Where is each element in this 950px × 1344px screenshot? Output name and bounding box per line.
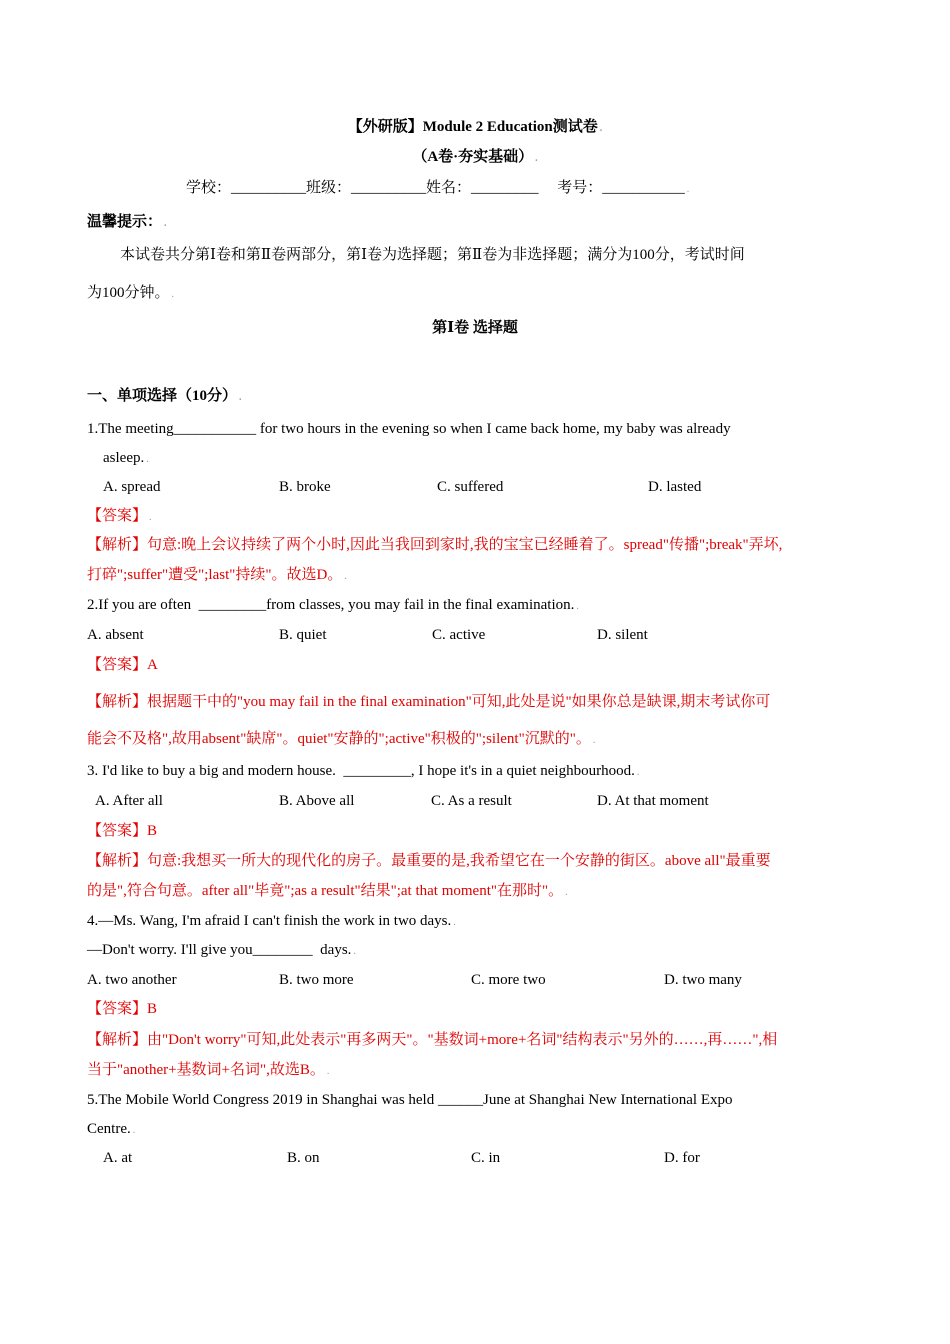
q3-answer: 【答案】B (87, 823, 158, 839)
q3-analysis-line2: 的是",符合句意。after all"毕竟";as a result"结果";at that moment"在那时"。 . (87, 883, 568, 899)
q2-option-a: A. absent (87, 627, 144, 643)
q4-option-d: D. two many (664, 972, 742, 988)
q1-option-b: B. broke (279, 479, 331, 495)
q3-option-b: B. Above all (279, 793, 355, 809)
q1-answer: 【答案】 . (87, 508, 152, 524)
q2-answer: 【答案】A (87, 657, 158, 673)
q5-stem-line1: 5.The Mobile World Congress 2019 in Shanghai was held ______June at Shanghai New International Expo (87, 1092, 733, 1108)
tips-text-line2: 为100分钟。 . (87, 285, 175, 301)
q4-answer: 【答案】B (87, 1001, 158, 1017)
q2-option-b: B. quiet (279, 627, 327, 643)
q2-option-c: C. active (432, 627, 486, 643)
q4-stem-line2: —Don't worry. I'll give you________ days. . (87, 942, 356, 958)
q3-stem-line1: 3. I'd like to buy a big and modern house. _________, I hope it's in a quiet neighbourhood. . (87, 763, 640, 779)
q1-stem-line2: asleep. . (103, 450, 149, 466)
q4-analysis-line1: 【解析】由"Don't worry"可知,此处表示"再多两天"。"基数词+more+名词"结构表示"另外的……,再……",相 (87, 1032, 778, 1048)
q4-stem-line1: 4.—Ms. Wang, I'm afraid I can't finish the work in two days. . (87, 913, 456, 929)
student-info-line: 学校：__________班级：__________姓名：_________ 考号：___________ . (186, 180, 690, 196)
q4-analysis-line2: 当于"another+基数词+名词",故选B。 . (87, 1062, 330, 1078)
q1-stem-line1: 1.The meeting___________ for two hours in the evening so when I came back home, my baby was already (87, 421, 731, 437)
page-title: 【外研版】Module 2 Education测试卷 . (347, 119, 603, 135)
q4-option-b: B. two more (279, 972, 354, 988)
q1-option-d: D. lasted (648, 479, 702, 495)
q3-option-c: C. As a result (431, 793, 512, 809)
q5-stem-line2: Centre. . (87, 1121, 136, 1137)
q3-option-d: D. At that moment (597, 793, 709, 809)
q4-option-a: A. two another (87, 972, 177, 988)
q5-option-c: C. in (471, 1150, 501, 1166)
q4-option-c: C. more two (471, 972, 546, 988)
q2-analysis-line1: 【解析】根据题干中的"you may fail in the final examination"可知,此处是说"如果你总是缺课,期末考试你可 (87, 694, 771, 710)
q5-option-a: A. at (103, 1150, 133, 1166)
q1-analysis-line2: 打碎";suffer"遭受";last"持续"。故选D。 . (87, 567, 347, 583)
q2-option-d: D. silent (597, 627, 648, 643)
q2-analysis-line2: 能会不及格",故用absent"缺席"。quiet"安静的";active"积极的";silent"沉默的"。 . (87, 731, 596, 747)
q5-option-d: D. for (664, 1150, 700, 1166)
tips-label: 温馨提示： . (87, 214, 167, 230)
part1-title: 第Ⅰ卷 选择题 (432, 320, 518, 336)
section1-title: 一、单项选择（10分） . (87, 388, 242, 404)
q1-analysis-line1: 【解析】句意:晚上会议持续了两个小时,因此当我回到家时,我的宝宝已经睡着了。spread"传播";break"弄坏, (87, 537, 783, 553)
q2-stem-line1: 2.If you are often _________from classes, you may fail in the final examination. . (87, 597, 579, 613)
q5-option-b: B. on (287, 1150, 320, 1166)
q3-analysis-line1: 【解析】句意:我想买一所大的现代化的房子。最重要的是,我希望它在一个安静的街区。above all"最重要 (87, 853, 771, 869)
q1-option-a: A. spread (103, 479, 161, 495)
tips-text-line1: 本试卷共分第Ⅰ卷和第Ⅱ卷两部分，第Ⅰ卷为选择题；第Ⅱ卷为非选择题；满分为100分，考试时间 (120, 247, 745, 263)
page-subtitle: （A卷·夯实基础） . (412, 149, 538, 165)
q3-option-a: A. After all (95, 793, 163, 809)
q1-option-c: C. suffered (437, 479, 504, 495)
